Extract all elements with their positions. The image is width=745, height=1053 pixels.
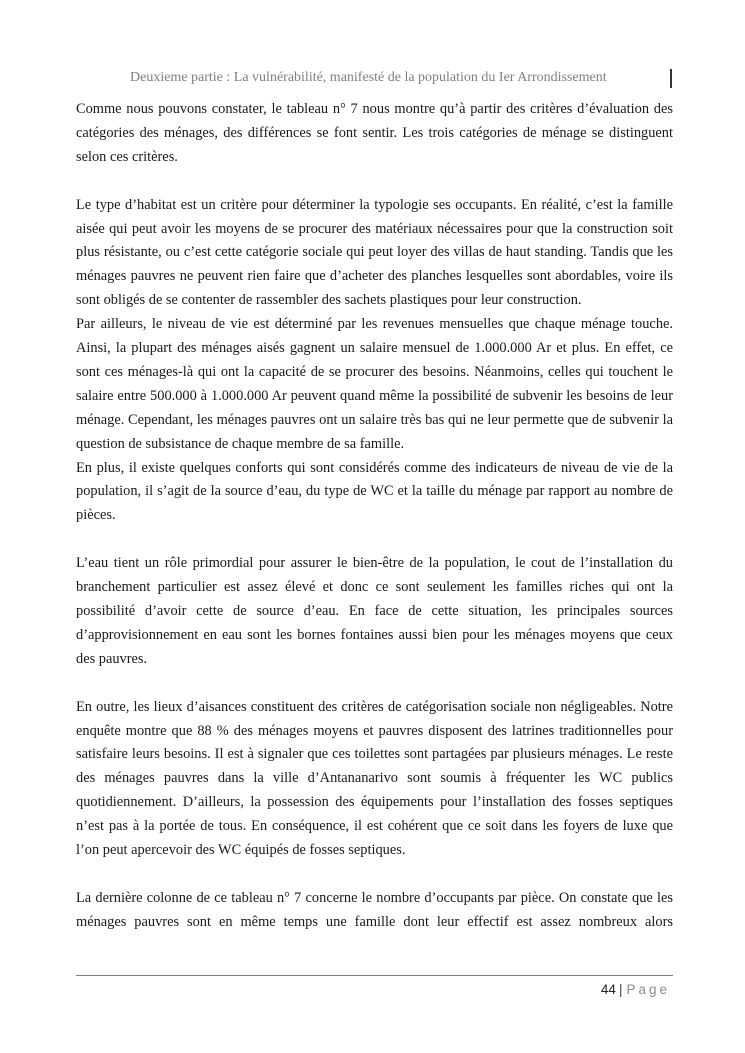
paragraph-toilets: En outre, les lieux d’aisances constituent des critères de catégorisation sociale non négligeables. Notre enquête montre que 88 % des ménages moyens et pauvres disposent des latrines traditionnelles pour satisfaire leurs besoins. Il est à signaler que ces toilettes sont partagées par plusieurs ménages. Le reste des ménages pauvres dans la ville d’Antananarivo sont soumis à fréquenter les WC publics quotidiennement. D’ailleurs, la possession des équipements pour l’installation des fosses septiques n’est pas à la portée de tous. En conséquence, il est cohérent que ce soit dans les foyers de luxe que l’on peut apercevoir des WC équipés de fosses septiques.	[76, 698, 673, 859]
running-header: Deuxieme partie : La vulnérabilité, manifesté de la population du Ier Arrondissement	[130, 70, 607, 85]
body-text	[76, 98, 673, 935]
paragraph-water: L’eau tient un rôle primordial pour assurer le bien-être de la population, le cout de l’installation du branchement particulier est assez élevé et donc ce sont seulement les familles riches qui ont la possibilité d’avoir cette de source d’eau. En face de cette situation, les principales sources d’approvisionnement en eau sont les bornes fontaines aussi bien pour les ménages moyens que ceux des pauvres.	[76, 555, 673, 667]
paragraph-income: Par ailleurs, le niveau de vie est déterminé par les revenues mensuelles que chaque ménage touche. Ainsi, la plupart des ménages aisés gagnent un salaire mensuel de 1.000.000 Ar et plus. En effet, ce sont ces ménages-là qui ont la capacité de se procurer des besoins. Néanmoins, celles qui touchent le salaire entre 500.000 à 1.000.000 Ar peuvent quand même la possibilité de subvenir les besoins de leur ménage. Cependant, les ménages pauvres ont un salaire très bas qui ne leur permette que de subvenir la question de subsistance de chaque membre de sa famille.	[76, 316, 673, 452]
paragraph-comfort-indicators: En plus, il existe quelques conforts qui sont considérés comme des indicateurs de niveau de vie de la population, il s’agit de la source d’eau, du type de WC et la taille du ménage par rapport au nombre de pièces.	[76, 459, 673, 524]
page-footer	[601, 980, 670, 1000]
page-number: 44	[600, 982, 616, 997]
footer-rule	[76, 975, 673, 976]
paragraph-habitat: Le type d’habitat est un critère pour déterminer la typologie ses occupants. En réalité, c’est la famille aisée qui peut avoir les moyens de se procurer des matériaux nécessaires pour que la construction soit plus résistante, ou c’est cette catégorie sociale qui peut loyer des villas de haut standing. Tandis que les ménages pauvres ne peuvent rien faire que d’acheter des planches lesquelles sont abordables, voire ils sont obligés de se contenter de rassembler des sachets plastiques pour leur construction.	[76, 196, 673, 309]
header-vertical-rule	[670, 69, 672, 88]
paragraph-occupants: La dernière colonne de ce tableau n° 7 concerne le nombre d’occupants par pièce. On constate que les ménages pauvres sont en même temps une famille dont leur effectif est assez nombreux alors	[76, 889, 673, 930]
footer-separator: |	[618, 982, 623, 997]
page-label: Page	[626, 982, 670, 997]
paragraph-table-intro: Comme nous pouvons constater, le tableau n° 7 nous montre qu’à partir des critères d’évaluation des catégories des ménages, des différences se font sentir. Les trois catégories de ménage se distinguent selon ces critères.	[76, 101, 673, 165]
